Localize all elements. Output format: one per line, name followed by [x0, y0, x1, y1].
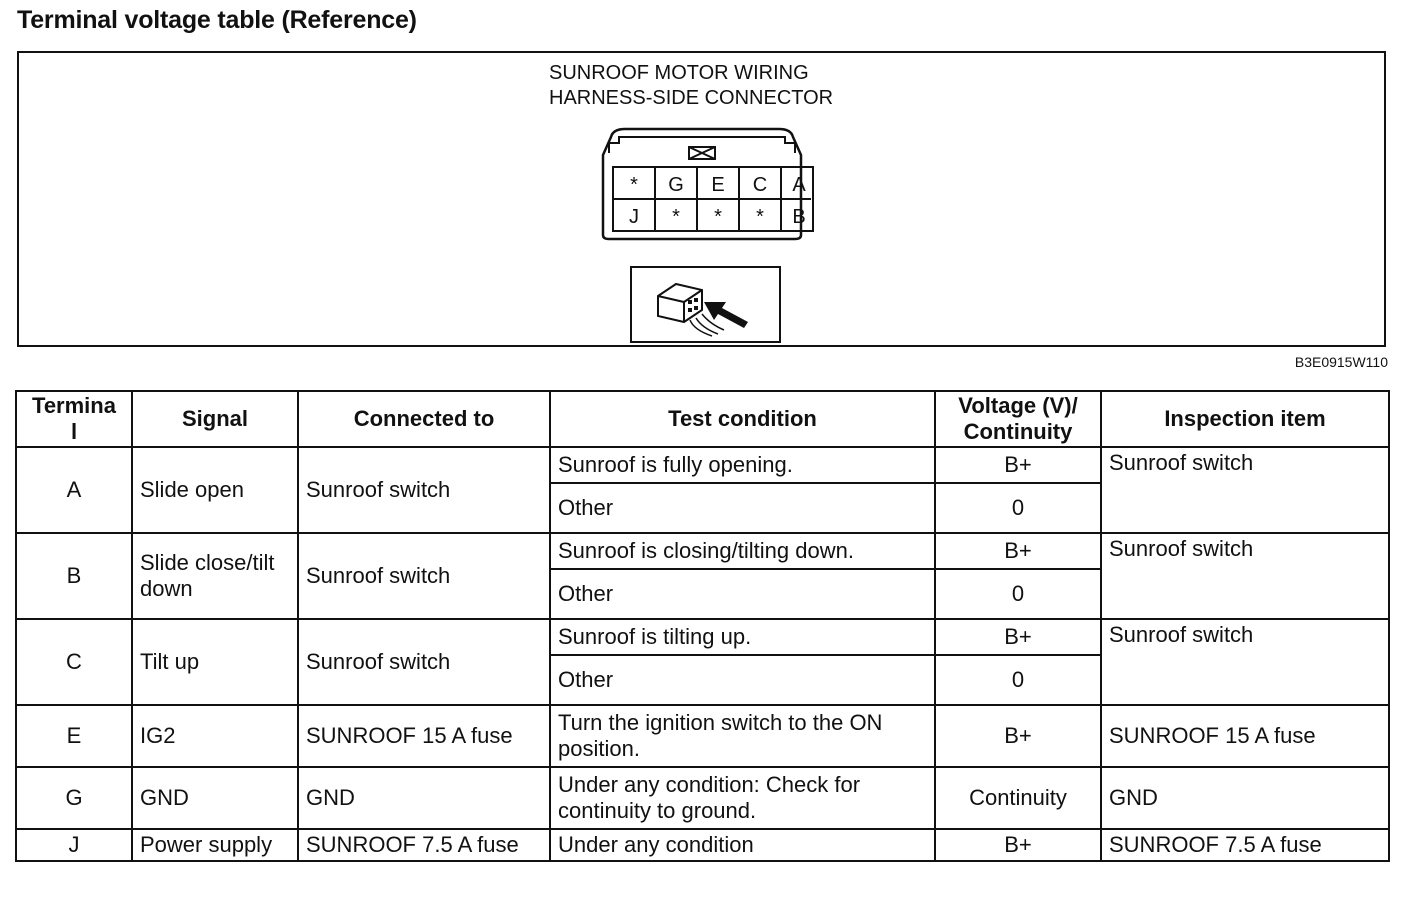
signal-cell: GND: [132, 767, 298, 829]
test-condition-cell: Sunroof is closing/tilting down.: [550, 533, 935, 569]
pin-bottom-4: *: [756, 206, 764, 228]
pin-bottom-2: *: [672, 206, 680, 228]
header-terminal-line1: Termina: [32, 393, 116, 418]
voltage-cell: Continuity: [935, 767, 1101, 829]
terminal-cell: J: [16, 829, 132, 861]
connector-pinout: [589, 115, 815, 241]
latch-icon: [689, 147, 715, 159]
table-row: [16, 447, 1389, 483]
test-condition-cell: Sunroof is tilting up.: [550, 619, 935, 655]
connected-to-cell: SUNROOF 7.5 A fuse: [298, 829, 550, 861]
connected-to-cell: GND: [298, 767, 550, 829]
pin-top-2: G: [668, 174, 684, 196]
pin-bottom-5: B: [792, 206, 806, 228]
signal-cell: IG2: [132, 705, 298, 767]
header-inspection-item: Inspection item: [1101, 391, 1389, 447]
test-condition-cell: Other: [550, 483, 935, 533]
terminal-cell: A: [16, 447, 132, 533]
signal-cell: Tilt up: [132, 619, 298, 705]
terminal-cell: C: [16, 619, 132, 705]
pin-bottom-3: *: [714, 206, 722, 228]
table-row: [16, 705, 1389, 767]
test-condition-cell: Under any condition: Check for continuity to ground.: [550, 767, 935, 829]
connected-to-cell: Sunroof switch: [298, 533, 550, 619]
pin-top-5: A: [792, 174, 806, 196]
connector-diagram: [17, 51, 1386, 347]
header-test-condition: Test condition: [550, 391, 935, 447]
terminal-cell: E: [16, 705, 132, 767]
test-condition-cell: Other: [550, 569, 935, 619]
test-condition-cell: Under any condition: [550, 829, 935, 861]
connector-label-line1: SUNROOF MOTOR WIRING: [549, 62, 809, 84]
header-voltage-line1: Voltage (V)/: [958, 393, 1078, 418]
connected-to-cell: SUNROOF 15 A fuse: [298, 705, 550, 767]
voltage-cell: B+: [935, 447, 1101, 483]
page-title: Terminal voltage table (Reference): [17, 6, 417, 34]
table-row: [16, 619, 1389, 655]
table-row: [16, 767, 1389, 829]
terminal-voltage-table: [15, 390, 1390, 862]
inspection-cell: SUNROOF 15 A fuse: [1101, 705, 1389, 767]
header-signal: Signal: [132, 391, 298, 447]
inspection-cell: Sunroof switch: [1101, 533, 1389, 619]
signal-cell: Power supply: [132, 829, 298, 861]
inspection-cell: Sunroof switch: [1101, 447, 1389, 533]
voltage-cell: 0: [935, 569, 1101, 619]
connected-to-cell: Sunroof switch: [298, 619, 550, 705]
test-condition-cell: Turn the ignition switch to the ON position.: [550, 705, 935, 767]
pin-top-1: *: [630, 174, 638, 196]
connector-label: [549, 61, 833, 111]
figure-id: B3E0915W110: [1294, 354, 1388, 370]
pin-top-3: E: [711, 174, 725, 196]
voltage-cell: 0: [935, 655, 1101, 705]
pin-top-4: C: [752, 174, 768, 196]
table-row: [16, 829, 1389, 861]
voltage-cell: B+: [935, 829, 1101, 861]
harness-side-view-icon: [630, 266, 781, 343]
terminal-cell: B: [16, 533, 132, 619]
connector-label-line2: HARNESS-SIDE CONNECTOR: [549, 87, 834, 109]
inspection-cell: Sunroof switch: [1101, 619, 1389, 705]
pin-bottom-1: J: [629, 206, 639, 228]
header-voltage-line2: Continuity: [963, 419, 1073, 444]
header-voltage: [935, 391, 1101, 447]
table-header-row: [16, 391, 1389, 447]
table-row: [16, 533, 1389, 569]
inspection-cell: SUNROOF 7.5 A fuse: [1101, 829, 1389, 861]
signal-cell: Slide open: [132, 447, 298, 533]
test-condition-cell: Other: [550, 655, 935, 705]
header-connected-to: Connected to: [298, 391, 550, 447]
voltage-cell: B+: [935, 705, 1101, 767]
header-terminal: [16, 391, 132, 447]
test-condition-cell: Sunroof is fully opening.: [550, 447, 935, 483]
signal-cell: Slide close/tilt down: [132, 533, 298, 619]
connected-to-cell: Sunroof switch: [298, 447, 550, 533]
terminal-cell: G: [16, 767, 132, 829]
inspection-cell: GND: [1101, 767, 1389, 829]
voltage-cell: B+: [935, 533, 1101, 569]
voltage-cell: B+: [935, 619, 1101, 655]
header-terminal-line2: l: [70, 419, 78, 444]
voltage-cell: 0: [935, 483, 1101, 533]
